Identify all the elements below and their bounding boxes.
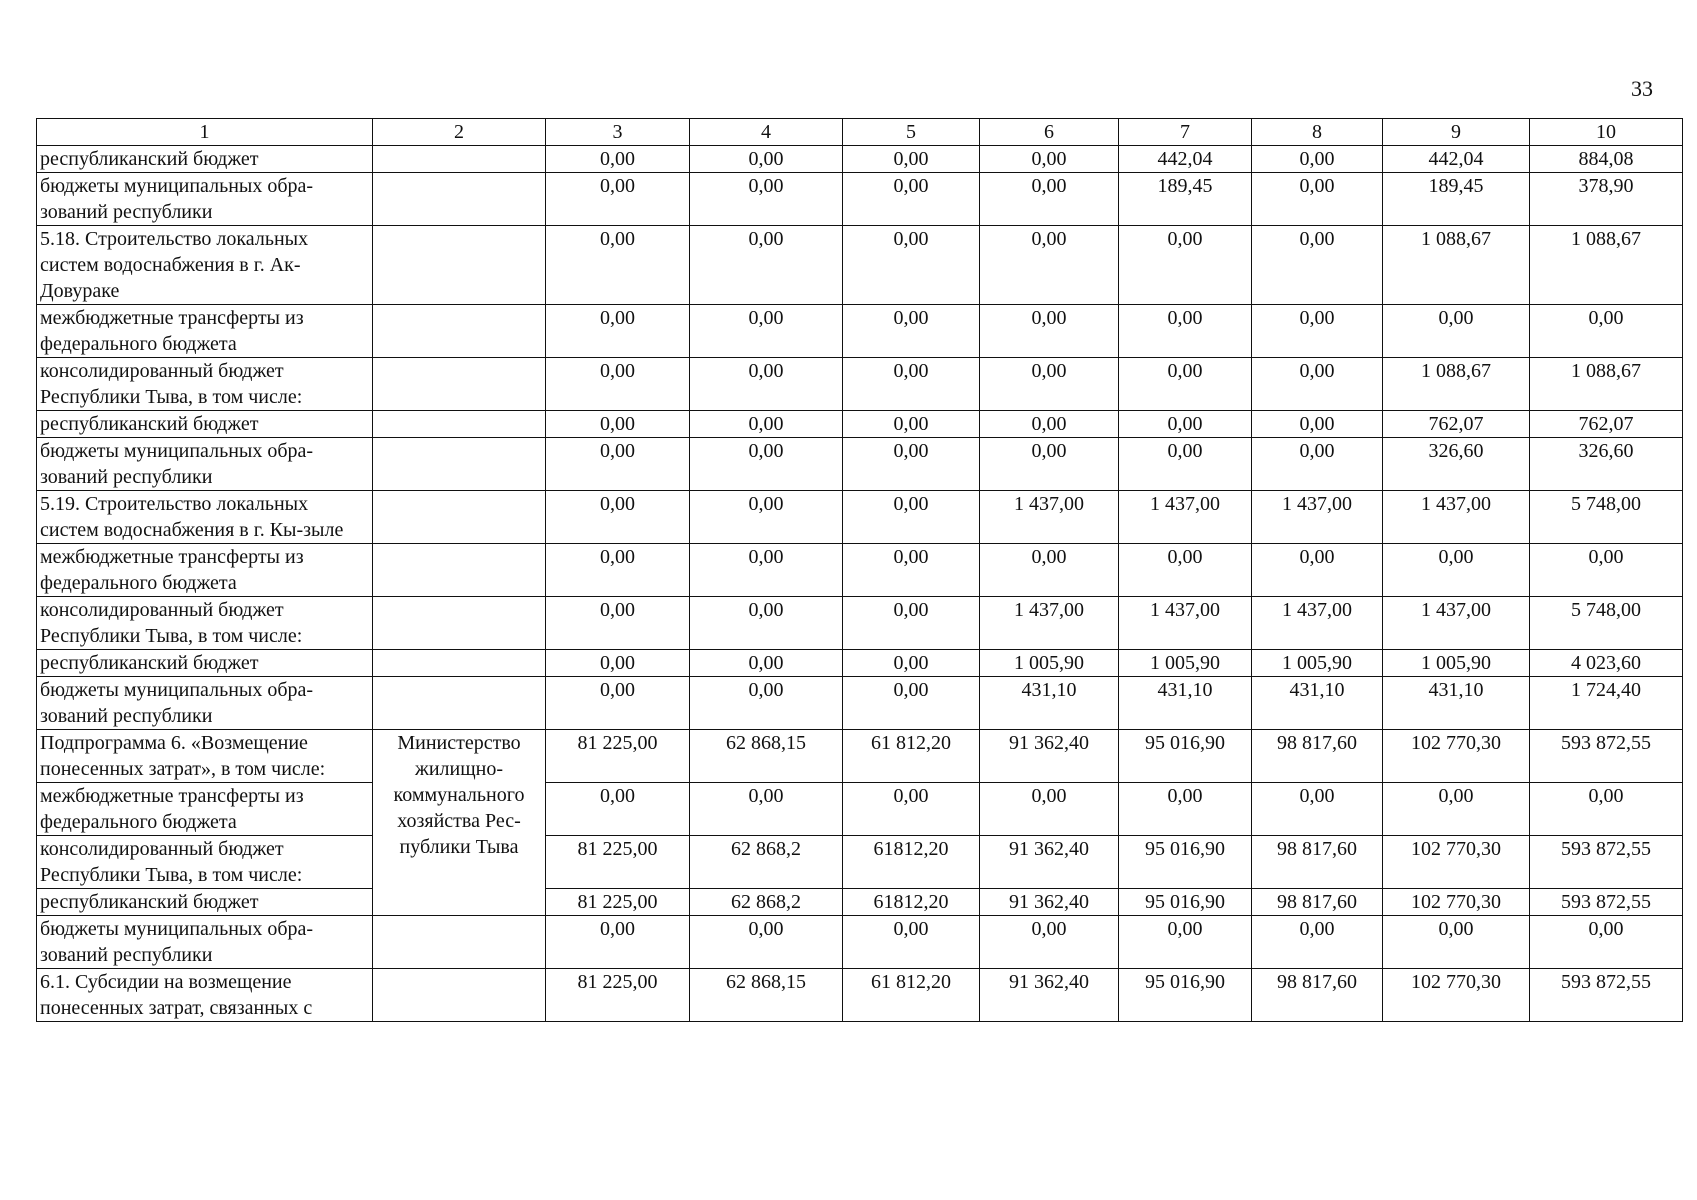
value-cell: 0,00	[546, 226, 690, 305]
value-cell: 0,00	[690, 783, 843, 836]
value-cell: 0,00	[980, 173, 1119, 226]
executor-cell: Министерство жилищно-коммунального хозяйства Рес-публики Тыва	[373, 730, 546, 916]
value-cell: 0,00	[546, 916, 690, 969]
value-cell: 1 437,00	[980, 491, 1119, 544]
value-cell: 0,00	[980, 226, 1119, 305]
value-cell: 61812,20	[843, 889, 980, 916]
value-cell: 0,00	[1252, 173, 1383, 226]
row-label: 5.18. Строительство локальных систем водоснабжения в г. Ак-Довураке	[37, 226, 373, 305]
row-label: республиканский бюджет	[37, 650, 373, 677]
table-row	[37, 146, 1683, 173]
row-label: межбюджетные трансферты из федерального бюджета	[37, 305, 373, 358]
value-cell: 0,00	[1252, 438, 1383, 491]
table-row	[37, 650, 1683, 677]
executor-cell-empty	[373, 677, 546, 730]
value-cell: 0,00	[843, 544, 980, 597]
value-cell: 0,00	[690, 438, 843, 491]
value-cell: 0,00	[690, 305, 843, 358]
value-cell: 91 362,40	[980, 969, 1119, 1022]
value-cell: 61 812,20	[843, 730, 980, 783]
value-cell: 0,00	[546, 438, 690, 491]
row-label: консолидированный бюджет Республики Тыва, в том числе:	[37, 358, 373, 411]
value-cell: 0,00	[546, 677, 690, 730]
value-cell: 431,10	[1252, 677, 1383, 730]
value-cell: 81 225,00	[546, 730, 690, 783]
executor-cell-empty	[373, 491, 546, 544]
value-cell: 0,00	[546, 650, 690, 677]
value-cell: 0,00	[546, 173, 690, 226]
value-cell: 1 437,00	[1119, 597, 1252, 650]
value-cell: 1 437,00	[1252, 597, 1383, 650]
value-cell: 884,08	[1530, 146, 1683, 173]
value-cell: 95 016,90	[1119, 889, 1252, 916]
executor-cell-empty	[373, 650, 546, 677]
value-cell: 0,00	[843, 650, 980, 677]
table-row	[37, 889, 1683, 916]
value-cell: 102 770,30	[1383, 969, 1530, 1022]
row-label: республиканский бюджет	[37, 889, 373, 916]
value-cell: 0,00	[980, 411, 1119, 438]
value-cell: 762,07	[1383, 411, 1530, 438]
value-cell: 0,00	[980, 544, 1119, 597]
value-cell: 0,00	[843, 597, 980, 650]
executor-cell-empty	[373, 597, 546, 650]
page-number: 33	[1631, 76, 1653, 101]
executor-cell-empty	[373, 226, 546, 305]
value-cell: 1 005,90	[1252, 650, 1383, 677]
value-cell: 442,04	[1119, 146, 1252, 173]
executor-cell-empty	[373, 438, 546, 491]
row-label: бюджеты муниципальных обра-зований республики	[37, 173, 373, 226]
value-cell: 0,00	[1252, 783, 1383, 836]
value-cell: 102 770,30	[1383, 836, 1530, 889]
value-cell: 0,00	[690, 411, 843, 438]
value-cell: 0,00	[980, 305, 1119, 358]
row-label: консолидированный бюджет Республики Тыва, в том числе:	[37, 836, 373, 889]
value-cell: 0,00	[1119, 438, 1252, 491]
value-cell: 81 225,00	[546, 836, 690, 889]
value-cell: 0,00	[546, 597, 690, 650]
table-row	[37, 411, 1683, 438]
budget-table	[36, 118, 1683, 1022]
value-cell: 0,00	[843, 173, 980, 226]
table-row	[37, 783, 1683, 836]
value-cell: 593 872,55	[1530, 836, 1683, 889]
table-row	[37, 226, 1683, 305]
value-cell: 81 225,00	[546, 969, 690, 1022]
value-cell: 0,00	[690, 173, 843, 226]
value-cell: 0,00	[690, 226, 843, 305]
value-cell: 1 437,00	[1252, 491, 1383, 544]
value-cell: 0,00	[690, 491, 843, 544]
value-cell: 1 005,90	[1119, 650, 1252, 677]
row-label: бюджеты муниципальных обра-зований республики	[37, 677, 373, 730]
value-cell: 95 016,90	[1119, 836, 1252, 889]
table-row	[37, 305, 1683, 358]
column-header: 10	[1530, 119, 1683, 146]
value-cell: 0,00	[690, 597, 843, 650]
column-header: 1	[37, 119, 373, 146]
row-label: бюджеты муниципальных обра-зований республики	[37, 916, 373, 969]
header-row	[37, 119, 1683, 146]
value-cell: 593 872,55	[1530, 889, 1683, 916]
value-cell: 1 088,67	[1530, 226, 1683, 305]
value-cell: 0,00	[980, 146, 1119, 173]
row-label: республиканский бюджет	[37, 146, 373, 173]
row-label: бюджеты муниципальных обра-зований республики	[37, 438, 373, 491]
value-cell: 0,00	[1383, 305, 1530, 358]
value-cell: 0,00	[1119, 783, 1252, 836]
value-cell: 61 812,20	[843, 969, 980, 1022]
value-cell: 1 088,67	[1383, 226, 1530, 305]
value-cell: 0,00	[843, 305, 980, 358]
value-cell: 0,00	[1530, 305, 1683, 358]
value-cell: 0,00	[546, 783, 690, 836]
table-row	[37, 491, 1683, 544]
value-cell: 0,00	[690, 916, 843, 969]
value-cell: 0,00	[690, 650, 843, 677]
executor-cell-empty	[373, 173, 546, 226]
value-cell: 95 016,90	[1119, 730, 1252, 783]
value-cell: 91 362,40	[980, 889, 1119, 916]
column-header: 3	[546, 119, 690, 146]
value-cell: 0,00	[546, 411, 690, 438]
value-cell: 0,00	[546, 358, 690, 411]
value-cell: 1 088,67	[1530, 358, 1683, 411]
value-cell: 0,00	[546, 544, 690, 597]
row-label: межбюджетные трансферты из федерального бюджета	[37, 783, 373, 836]
value-cell: 0,00	[690, 146, 843, 173]
value-cell: 593 872,55	[1530, 969, 1683, 1022]
table-row	[37, 438, 1683, 491]
value-cell: 0,00	[843, 358, 980, 411]
value-cell: 0,00	[1252, 146, 1383, 173]
table-row	[37, 916, 1683, 969]
value-cell: 0,00	[1119, 305, 1252, 358]
executor-cell-empty	[373, 969, 546, 1022]
value-cell: 0,00	[1119, 544, 1252, 597]
value-cell: 442,04	[1383, 146, 1530, 173]
value-cell: 0,00	[980, 438, 1119, 491]
value-cell: 0,00	[980, 358, 1119, 411]
value-cell: 0,00	[980, 783, 1119, 836]
value-cell: 326,60	[1383, 438, 1530, 491]
table-row	[37, 730, 1683, 783]
row-label: 6.1. Субсидии на возмещение понесенных затрат, связанных с	[37, 969, 373, 1022]
value-cell: 62 868,2	[690, 836, 843, 889]
executor-cell-empty	[373, 411, 546, 438]
value-cell: 62 868,2	[690, 889, 843, 916]
executor-cell-empty	[373, 146, 546, 173]
value-cell: 61812,20	[843, 836, 980, 889]
value-cell: 1 437,00	[1383, 491, 1530, 544]
value-cell: 1 437,00	[1383, 597, 1530, 650]
value-cell: 0,00	[1252, 544, 1383, 597]
column-header: 4	[690, 119, 843, 146]
value-cell: 0,00	[546, 146, 690, 173]
value-cell: 0,00	[843, 491, 980, 544]
value-cell: 0,00	[546, 491, 690, 544]
value-cell: 98 817,60	[1252, 889, 1383, 916]
value-cell: 0,00	[843, 146, 980, 173]
column-header: 7	[1119, 119, 1252, 146]
executor-cell-empty	[373, 544, 546, 597]
value-cell: 0,00	[980, 916, 1119, 969]
value-cell: 0,00	[1119, 226, 1252, 305]
value-cell: 189,45	[1383, 173, 1530, 226]
value-cell: 0,00	[1530, 783, 1683, 836]
value-cell: 1 088,67	[1383, 358, 1530, 411]
value-cell: 189,45	[1119, 173, 1252, 226]
executor-cell-empty	[373, 916, 546, 969]
value-cell: 0,00	[843, 783, 980, 836]
value-cell: 0,00	[1383, 544, 1530, 597]
value-cell: 0,00	[1530, 544, 1683, 597]
value-cell: 0,00	[1119, 411, 1252, 438]
table-row	[37, 173, 1683, 226]
value-cell: 0,00	[690, 677, 843, 730]
value-cell: 91 362,40	[980, 836, 1119, 889]
value-cell: 98 817,60	[1252, 969, 1383, 1022]
value-cell: 98 817,60	[1252, 730, 1383, 783]
value-cell: 0,00	[1119, 916, 1252, 969]
value-cell: 95 016,90	[1119, 969, 1252, 1022]
value-cell: 102 770,30	[1383, 889, 1530, 916]
column-header: 9	[1383, 119, 1530, 146]
value-cell: 4 023,60	[1530, 650, 1683, 677]
value-cell: 81 225,00	[546, 889, 690, 916]
value-cell: 102 770,30	[1383, 730, 1530, 783]
column-header: 8	[1252, 119, 1383, 146]
value-cell: 593 872,55	[1530, 730, 1683, 783]
column-header: 5	[843, 119, 980, 146]
value-cell: 0,00	[843, 438, 980, 491]
value-cell: 0,00	[1252, 411, 1383, 438]
table-body	[37, 146, 1683, 1022]
value-cell: 0,00	[843, 677, 980, 730]
value-cell: 62 868,15	[690, 730, 843, 783]
value-cell: 62 868,15	[690, 969, 843, 1022]
row-label: республиканский бюджет	[37, 411, 373, 438]
table-row	[37, 969, 1683, 1022]
value-cell: 0,00	[1383, 783, 1530, 836]
value-cell: 431,10	[1119, 677, 1252, 730]
value-cell: 0,00	[690, 358, 843, 411]
value-cell: 1 724,40	[1530, 677, 1683, 730]
value-cell: 431,10	[980, 677, 1119, 730]
value-cell: 378,90	[1530, 173, 1683, 226]
row-label: Подпрограмма 6. «Возмещение понесенных затрат», в том числе:	[37, 730, 373, 783]
executor-cell-empty	[373, 305, 546, 358]
value-cell: 1 437,00	[980, 597, 1119, 650]
value-cell: 0,00	[1252, 305, 1383, 358]
value-cell: 1 005,90	[1383, 650, 1530, 677]
value-cell: 0,00	[546, 305, 690, 358]
table-row	[37, 358, 1683, 411]
value-cell: 1 437,00	[1119, 491, 1252, 544]
table-row	[37, 836, 1683, 889]
table-row	[37, 544, 1683, 597]
value-cell: 0,00	[1252, 916, 1383, 969]
value-cell: 5 748,00	[1530, 491, 1683, 544]
value-cell: 0,00	[843, 411, 980, 438]
value-cell: 0,00	[843, 226, 980, 305]
value-cell: 1 005,90	[980, 650, 1119, 677]
value-cell: 0,00	[1119, 358, 1252, 411]
row-label: консолидированный бюджет Республики Тыва, в том числе:	[37, 597, 373, 650]
value-cell: 0,00	[1383, 916, 1530, 969]
value-cell: 91 362,40	[980, 730, 1119, 783]
table-row	[37, 597, 1683, 650]
value-cell: 0,00	[1252, 226, 1383, 305]
executor-cell-empty	[373, 358, 546, 411]
row-label: 5.19. Строительство локальных систем водоснабжения в г. Кы-зыле	[37, 491, 373, 544]
value-cell: 0,00	[1252, 358, 1383, 411]
value-cell: 98 817,60	[1252, 836, 1383, 889]
value-cell: 0,00	[1530, 916, 1683, 969]
column-header: 2	[373, 119, 546, 146]
value-cell: 0,00	[843, 916, 980, 969]
value-cell: 5 748,00	[1530, 597, 1683, 650]
column-header: 6	[980, 119, 1119, 146]
value-cell: 762,07	[1530, 411, 1683, 438]
row-label: межбюджетные трансферты из федерального бюджета	[37, 544, 373, 597]
value-cell: 0,00	[690, 544, 843, 597]
value-cell: 326,60	[1530, 438, 1683, 491]
table-row	[37, 677, 1683, 730]
value-cell: 431,10	[1383, 677, 1530, 730]
